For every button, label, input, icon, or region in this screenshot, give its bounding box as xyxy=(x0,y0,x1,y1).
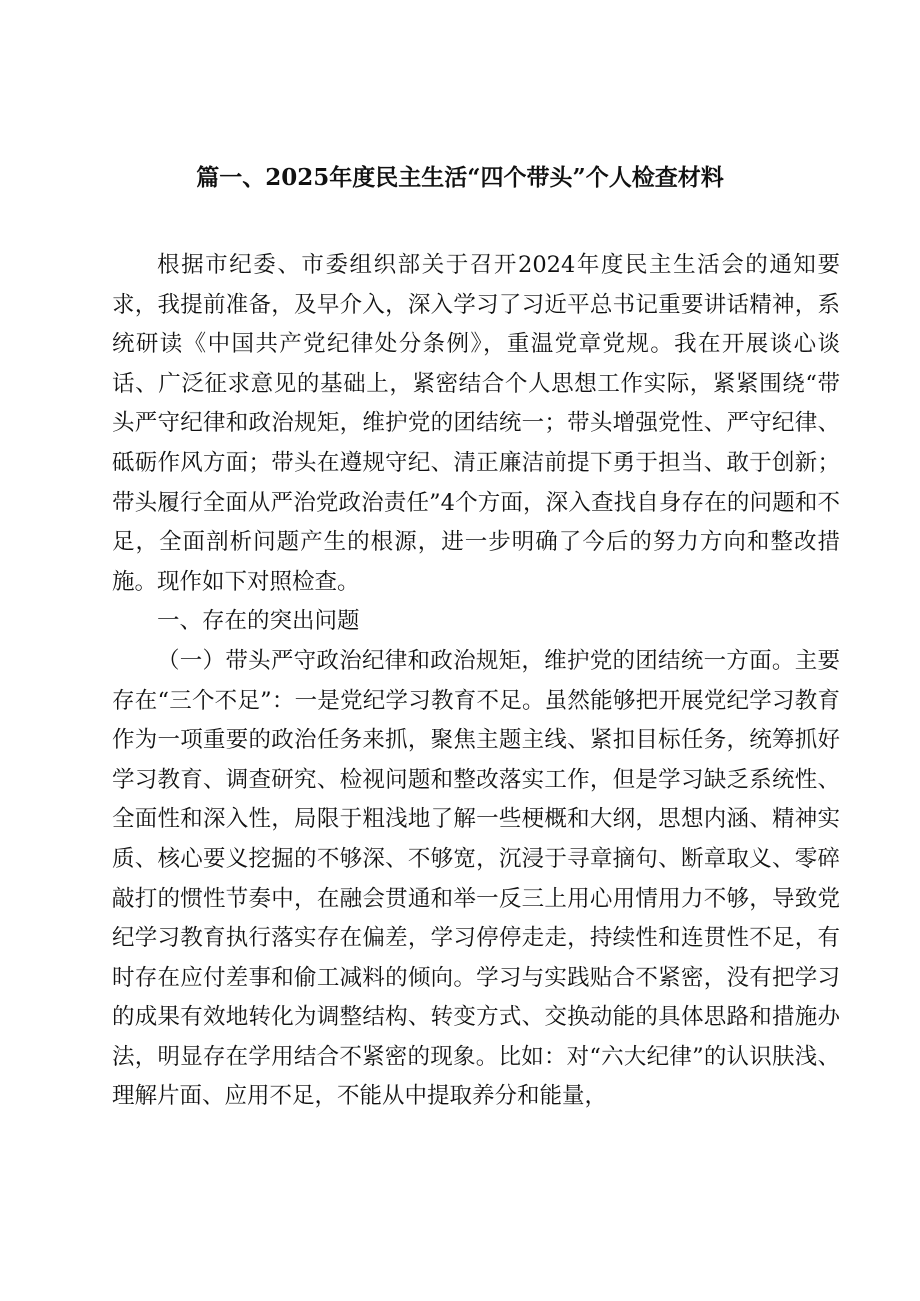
paragraph-intro: 根据市纪委、市委组织部关于召开2024年度民主生活会的通知要求，我提前准备，及早介入，深入学习了习近平总书记重要讲话精神，系统研读《中国共产党纪律处分条例》，重温党章党规。我在开展谈心谈话、广泛征求意见的基础上，紧密结合个人思想工作实际，紧紧围绕“带头严守纪律和政治规矩，维护党的团结统一；带头增强党性、严守纪律、砥砺作风方面；带头在遵规守纪、清正廉洁前提下勇于担当、敢于创新；带头履行全面从严治党政治责任”4个方面，深入查找自身存在的问题和不足，全面剖析问题产生的根源，进一步明确了今后的努力方向和整改措施。现作如下对照检查。 xyxy=(112,252,840,595)
section-heading: 一、存在的突出问题 xyxy=(157,608,360,635)
paragraph-subsection-1: （一）带头严守政治纪律和政治规矩，维护党的团结统一方面。主要存在“三个不足”：一是党纪学习教育不足。虽然能够把开展党纪学习教育作为一项重要的政治任务来抓，聚焦主题主线、紧扣目标任务，统筹抓好学习教育、调查研究、检视问题和整改落实工作，但是学习缺乏系统性、全面性和深入性，局限于粗浅地了解一些梗概和大纲，思想内涵、精神实质、核心要义挖掘的不够深、不够宽，沉浸于寻章摘句、断章取义、零碎敲打的惯性节奏中，在融会贯通和举一反三上用心用情用力不够，导致党纪学习教育执行落实存在偏差，学习停停走走，持续性和连贯性不足，有时存在应付差事和偷工减料的倾向。学习与实践贴合不紧密，没有把学习的成果有效地转化为调整结构、转变方式、交换动能的具体思路和措施办法，明显存在学用结合不紧密的现象。比如：对“六大纪律”的认识肤浅、理解片面、应用不足，不能从中提取养分和能量， xyxy=(112,647,840,1110)
document-title: 篇一、2025年度民主生活“四个带头”个人检查材料 xyxy=(196,164,724,191)
document-body xyxy=(112,246,840,1117)
